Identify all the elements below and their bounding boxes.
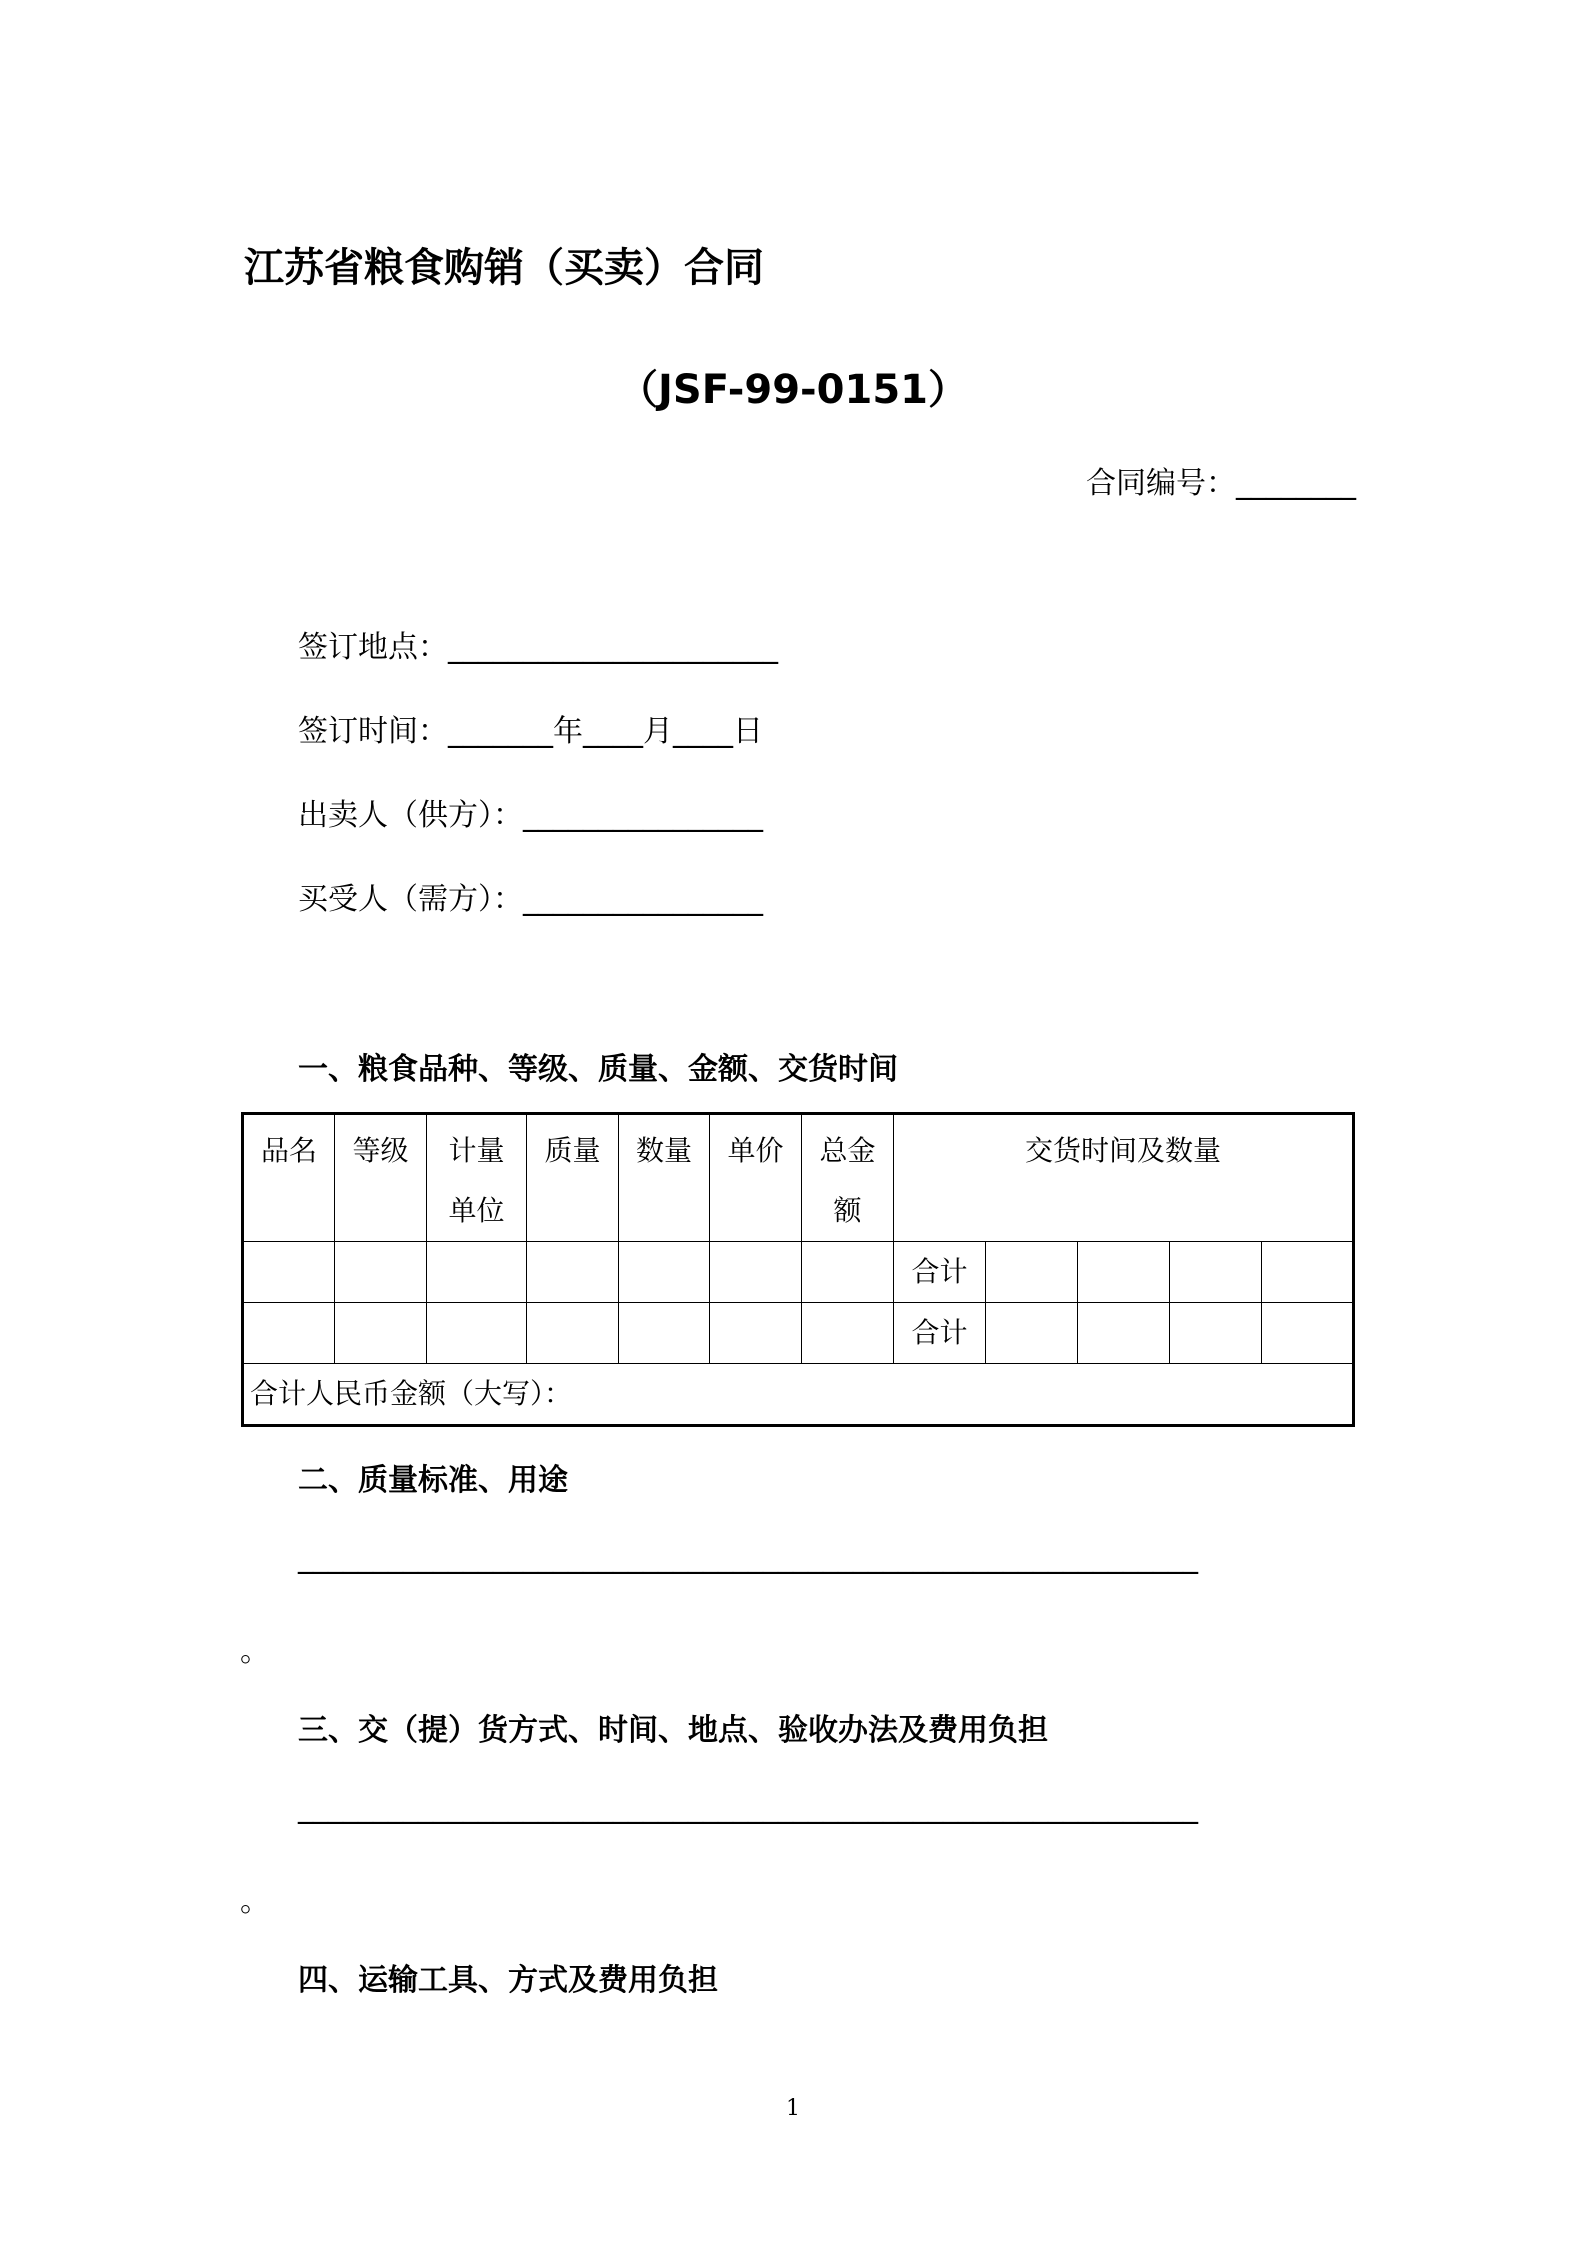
subtotal-label: 合计 xyxy=(894,1303,986,1364)
table-cell xyxy=(710,1242,802,1303)
table-cell xyxy=(986,1303,1078,1364)
table-cell xyxy=(710,1303,802,1364)
table-row xyxy=(243,1242,1354,1303)
header-total-line-1: 总金 xyxy=(819,1134,876,1167)
header-quantity: 数量 xyxy=(619,1114,710,1242)
table-cell xyxy=(1262,1242,1354,1303)
header-grade: 等级 xyxy=(335,1114,427,1242)
seller-field: 出卖人（供方）：________________ xyxy=(298,798,763,833)
section-3-blank-line: ____________________________________________________________ xyxy=(298,1790,1198,1825)
document-code: （JSF-99-0151） xyxy=(618,367,968,413)
sign-place-field: 签订地点：______________________ xyxy=(298,630,778,665)
table-cell xyxy=(1078,1303,1170,1364)
table-cell xyxy=(527,1242,619,1303)
table-row xyxy=(243,1303,1354,1364)
table-cell xyxy=(802,1242,894,1303)
header-delivery: 交货时间及数量 xyxy=(894,1114,1354,1242)
section-2-blank-line: ____________________________________________________________ xyxy=(298,1540,1198,1575)
table-cell xyxy=(802,1303,894,1364)
table-cell xyxy=(986,1242,1078,1303)
header-price: 单价 xyxy=(710,1114,802,1242)
table-cell xyxy=(243,1303,335,1364)
grain-table xyxy=(241,1112,1355,1427)
table-header-row xyxy=(243,1114,1354,1242)
table-cell xyxy=(1170,1303,1262,1364)
section-4-heading: 四、运输工具、方式及费用负担 xyxy=(298,1963,718,1998)
header-unit xyxy=(427,1114,527,1242)
header-total-line-2: 额 xyxy=(833,1194,862,1227)
sign-time-field: 签订时间：_______年____月____日 xyxy=(298,714,763,749)
table-cell xyxy=(427,1303,527,1364)
document-title: 江苏省粮食购销（买卖）合同 xyxy=(244,245,764,291)
header-unit-line-1: 计量 xyxy=(448,1134,505,1167)
table-cell xyxy=(243,1242,335,1303)
section-3-period: 。 xyxy=(240,1884,270,1919)
table-cell xyxy=(527,1303,619,1364)
table-cell xyxy=(335,1303,427,1364)
total-amount-label: 合计人民币金额（大写）： xyxy=(243,1364,1354,1426)
section-3-heading: 三、交（提）货方式、时间、地点、验收办法及费用负担 xyxy=(298,1713,1048,1748)
table-cell xyxy=(619,1242,710,1303)
table-cell xyxy=(1078,1242,1170,1303)
subtotal-label: 合计 xyxy=(894,1242,986,1303)
table-cell xyxy=(1262,1303,1354,1364)
section-2-heading: 二、质量标准、用途 xyxy=(298,1463,568,1498)
section-1-heading: 一、粮食品种、等级、质量、金额、交货时间 xyxy=(298,1052,898,1087)
header-name: 品名 xyxy=(243,1114,335,1242)
section-2-period: 。 xyxy=(240,1634,270,1669)
table-cell xyxy=(619,1303,710,1364)
buyer-field: 买受人（需方）：________________ xyxy=(298,882,763,917)
header-total xyxy=(802,1114,894,1242)
table-cell xyxy=(427,1242,527,1303)
header-quality: 质量 xyxy=(527,1114,619,1242)
header-unit-line-2: 单位 xyxy=(448,1194,505,1227)
contract-number-field: 合同编号：________ xyxy=(1086,466,1356,501)
table-cell xyxy=(335,1242,427,1303)
table-total-row xyxy=(243,1364,1354,1426)
page-number: 1 xyxy=(786,2096,800,2121)
table-cell xyxy=(1170,1242,1262,1303)
